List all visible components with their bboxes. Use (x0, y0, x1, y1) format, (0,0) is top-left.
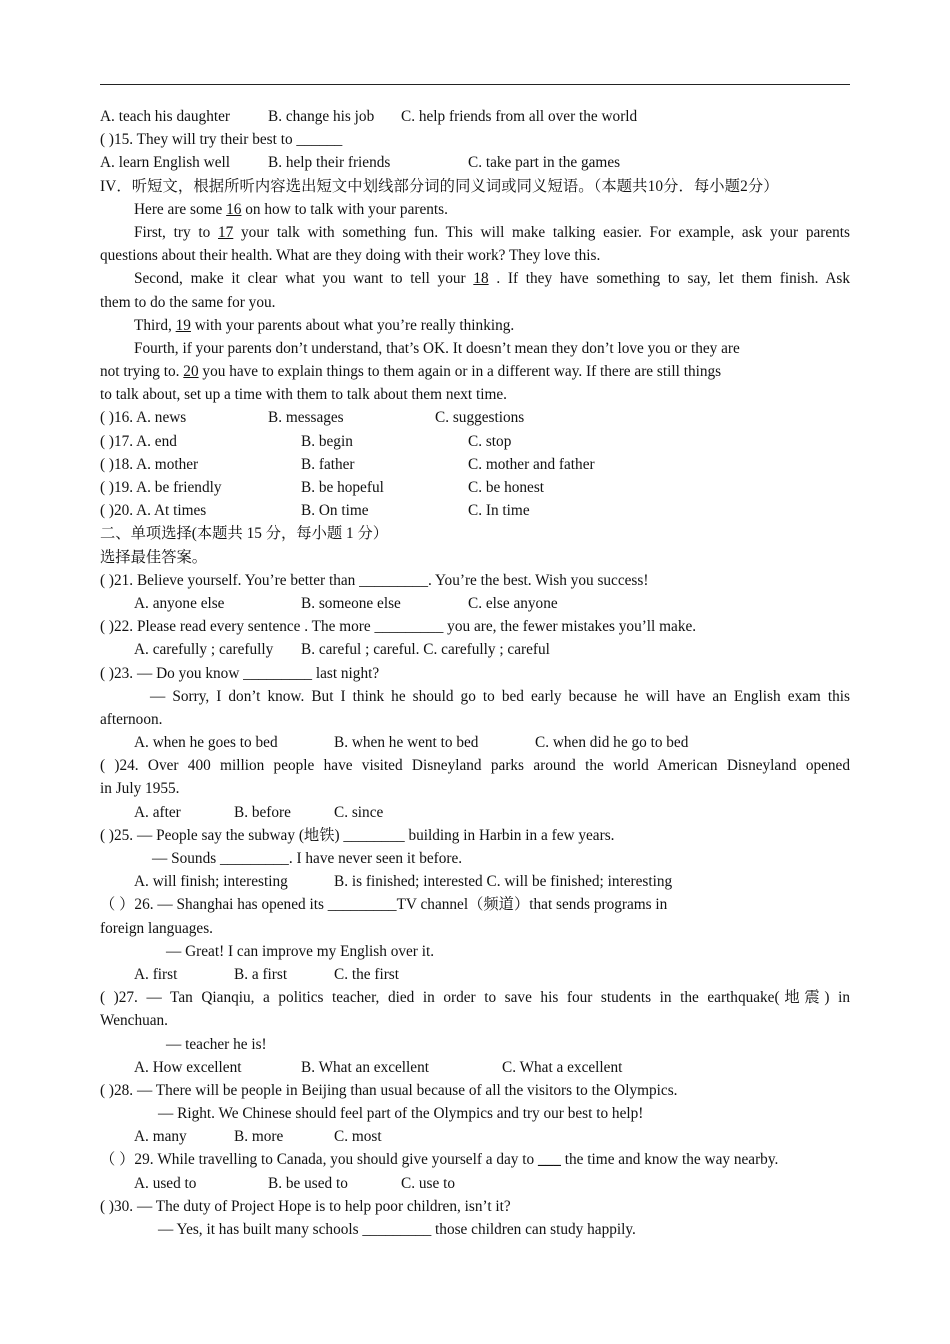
blank-17: 17 (218, 223, 234, 241)
q28-options: A. many B. more C. most (134, 1128, 382, 1146)
q30-line2: — Yes, it has built many schools _________ those children can study happily. (158, 1221, 636, 1238)
q29-stem: （ ）29. While travelling to Canada, you should give yourself a day to ___ the time and know the way nearby. (100, 1151, 779, 1169)
q27-stem: ( )27. — Tan Qianqiu, a politics teacher, died in order to save his four students in the earthquake(地震) in (100, 989, 850, 1007)
q26-line2: foreign languages. (100, 919, 213, 937)
passage-p3b: them to do the same for you. (100, 293, 276, 311)
q28-stem: ( )28. — There will be people in Beijing than usual because of all the visitors to the Olympics. (100, 1081, 678, 1099)
passage-p2a: First, try to 17 your talk with something fun. This will make talking easier. For example, ask your parents (134, 223, 850, 241)
passage-p2b: questions about their health. What are they doing with their work? They love this. (100, 247, 601, 265)
q18: ( )18. A. mother B. father C. mother and father (100, 455, 595, 473)
q21-stem: ( )21. Believe yourself. You’re better than _________. You’re the best. Wish you success! (100, 571, 649, 589)
q21-options: A. anyone else B. someone else C. else anyone (134, 594, 558, 612)
q15-option-b: B. help their friends (268, 154, 391, 172)
q28-line2: — Right. We Chinese should feel part of the Olympics and try our best to help! (158, 1105, 644, 1123)
passage-p4: Third, 19 with your parents about what you’re really thinking. (134, 316, 515, 334)
q24-options: A. after B. before C. since (134, 803, 384, 821)
q24-stem: ( )24. Over 400 million people have visited Disneyland parks around the world American Disneyland opened (100, 757, 850, 775)
q16: ( )16. A. news B. messages C. suggestions (100, 409, 525, 427)
q29-options: A. used to B. be used to C. use to (134, 1174, 455, 1192)
passage-p5a: Fourth, if your parents don’t understand, that’s OK. It doesn’t mean they don’t love you or they are (134, 339, 740, 357)
q25-stem: ( )25. — People say the subway (地铁) ________ building in Harbin in a few years. (100, 826, 615, 844)
passage-p3a: Second, make it clear what you want to tell your 18 . If they have something to say, let them finish. Ask (134, 270, 850, 288)
q25-options: A. will finish; interesting B. is finished; interested C. will be finished; interesting (134, 873, 673, 891)
section2-instruction: 选择最佳答案。 (100, 548, 208, 566)
passage-p5c: to talk about, set up a time with them to talk about them next time. (100, 386, 507, 404)
blank-20: 20 (183, 363, 199, 381)
q14-option-c: C. help friends from all over the world (401, 108, 638, 125)
q23-line2: — Sorry, I don’t know. But I think he should go to bed early because he will have an English exam this (150, 687, 850, 705)
q22-stem: ( )22. Please read every sentence . The more _________ you are, the fewer mistakes you’ll make. (100, 618, 697, 636)
q15-option-c: C. take part in the games (468, 154, 621, 172)
q15-stem: ( )15. They will try their best to ______ (100, 131, 343, 149)
q27-options: A. How excellent B. What an excellent C. What a excellent (134, 1058, 623, 1076)
q17: ( )17. A. end B. begin C. stop (100, 432, 512, 450)
section4-heading: IV．听短文，根据所听内容选出短文中划线部分词的同义词或同义短语。（本题共10分．每小题2分） (100, 177, 779, 195)
blank-16: 16 (226, 200, 242, 218)
passage-p1: Here are some 16 on how to talk with your parents. (134, 200, 448, 218)
q29-blank: ___ (538, 1151, 561, 1169)
q26-stem: （ ）26. — Shanghai has opened its _________TV channel（频道）that sends programs in (100, 896, 668, 914)
q20: ( )20. A. At times B. On time C. In time (100, 502, 530, 520)
q19: ( )19. A. be friendly B. be hopeful C. be honest (100, 479, 545, 496)
q26-options: A. first B. a first C. the first (134, 965, 400, 983)
blank-18: 18 (473, 270, 489, 288)
q26-line3: — Great! I can improve my English over it. (166, 942, 435, 960)
q27-line2: Wenchuan. (100, 1012, 168, 1030)
section2-heading: 二、单项选择(本题共 15 分，每小题 1 分） (100, 525, 389, 543)
q14-options (100, 105, 850, 128)
q23-stem: ( )23. — Do you know _________ last night? (100, 664, 380, 682)
q23-line3: afternoon. (100, 710, 163, 728)
q15-options (100, 151, 850, 174)
q24-line2: in July 1955. (100, 780, 180, 798)
exam-page (100, 105, 850, 1241)
q27-line3: — teacher he is! (166, 1035, 267, 1053)
q14-option-a: A. teach his daughter (100, 108, 230, 125)
q25-line2: — Sounds _________. I have never seen it before. (152, 850, 463, 867)
blank-19: 19 (175, 316, 191, 334)
q23-options: A. when he goes to bed B. when he went to bed C. when did he go to bed (134, 734, 689, 752)
q30-stem: ( )30. — The duty of Project Hope is to help poor children, isn’t it? (100, 1197, 511, 1215)
q15-option-a: A. learn English well (100, 154, 230, 172)
passage-p5b: not trying to. 20 you have to explain things to them again or in a different way. If there are still things (100, 363, 722, 381)
q22-options: A. carefully ; carefully B. careful ; careful. C. carefully ; careful (134, 641, 550, 659)
header-rule (100, 84, 850, 85)
q14-option-b: B. change his job (268, 108, 375, 125)
